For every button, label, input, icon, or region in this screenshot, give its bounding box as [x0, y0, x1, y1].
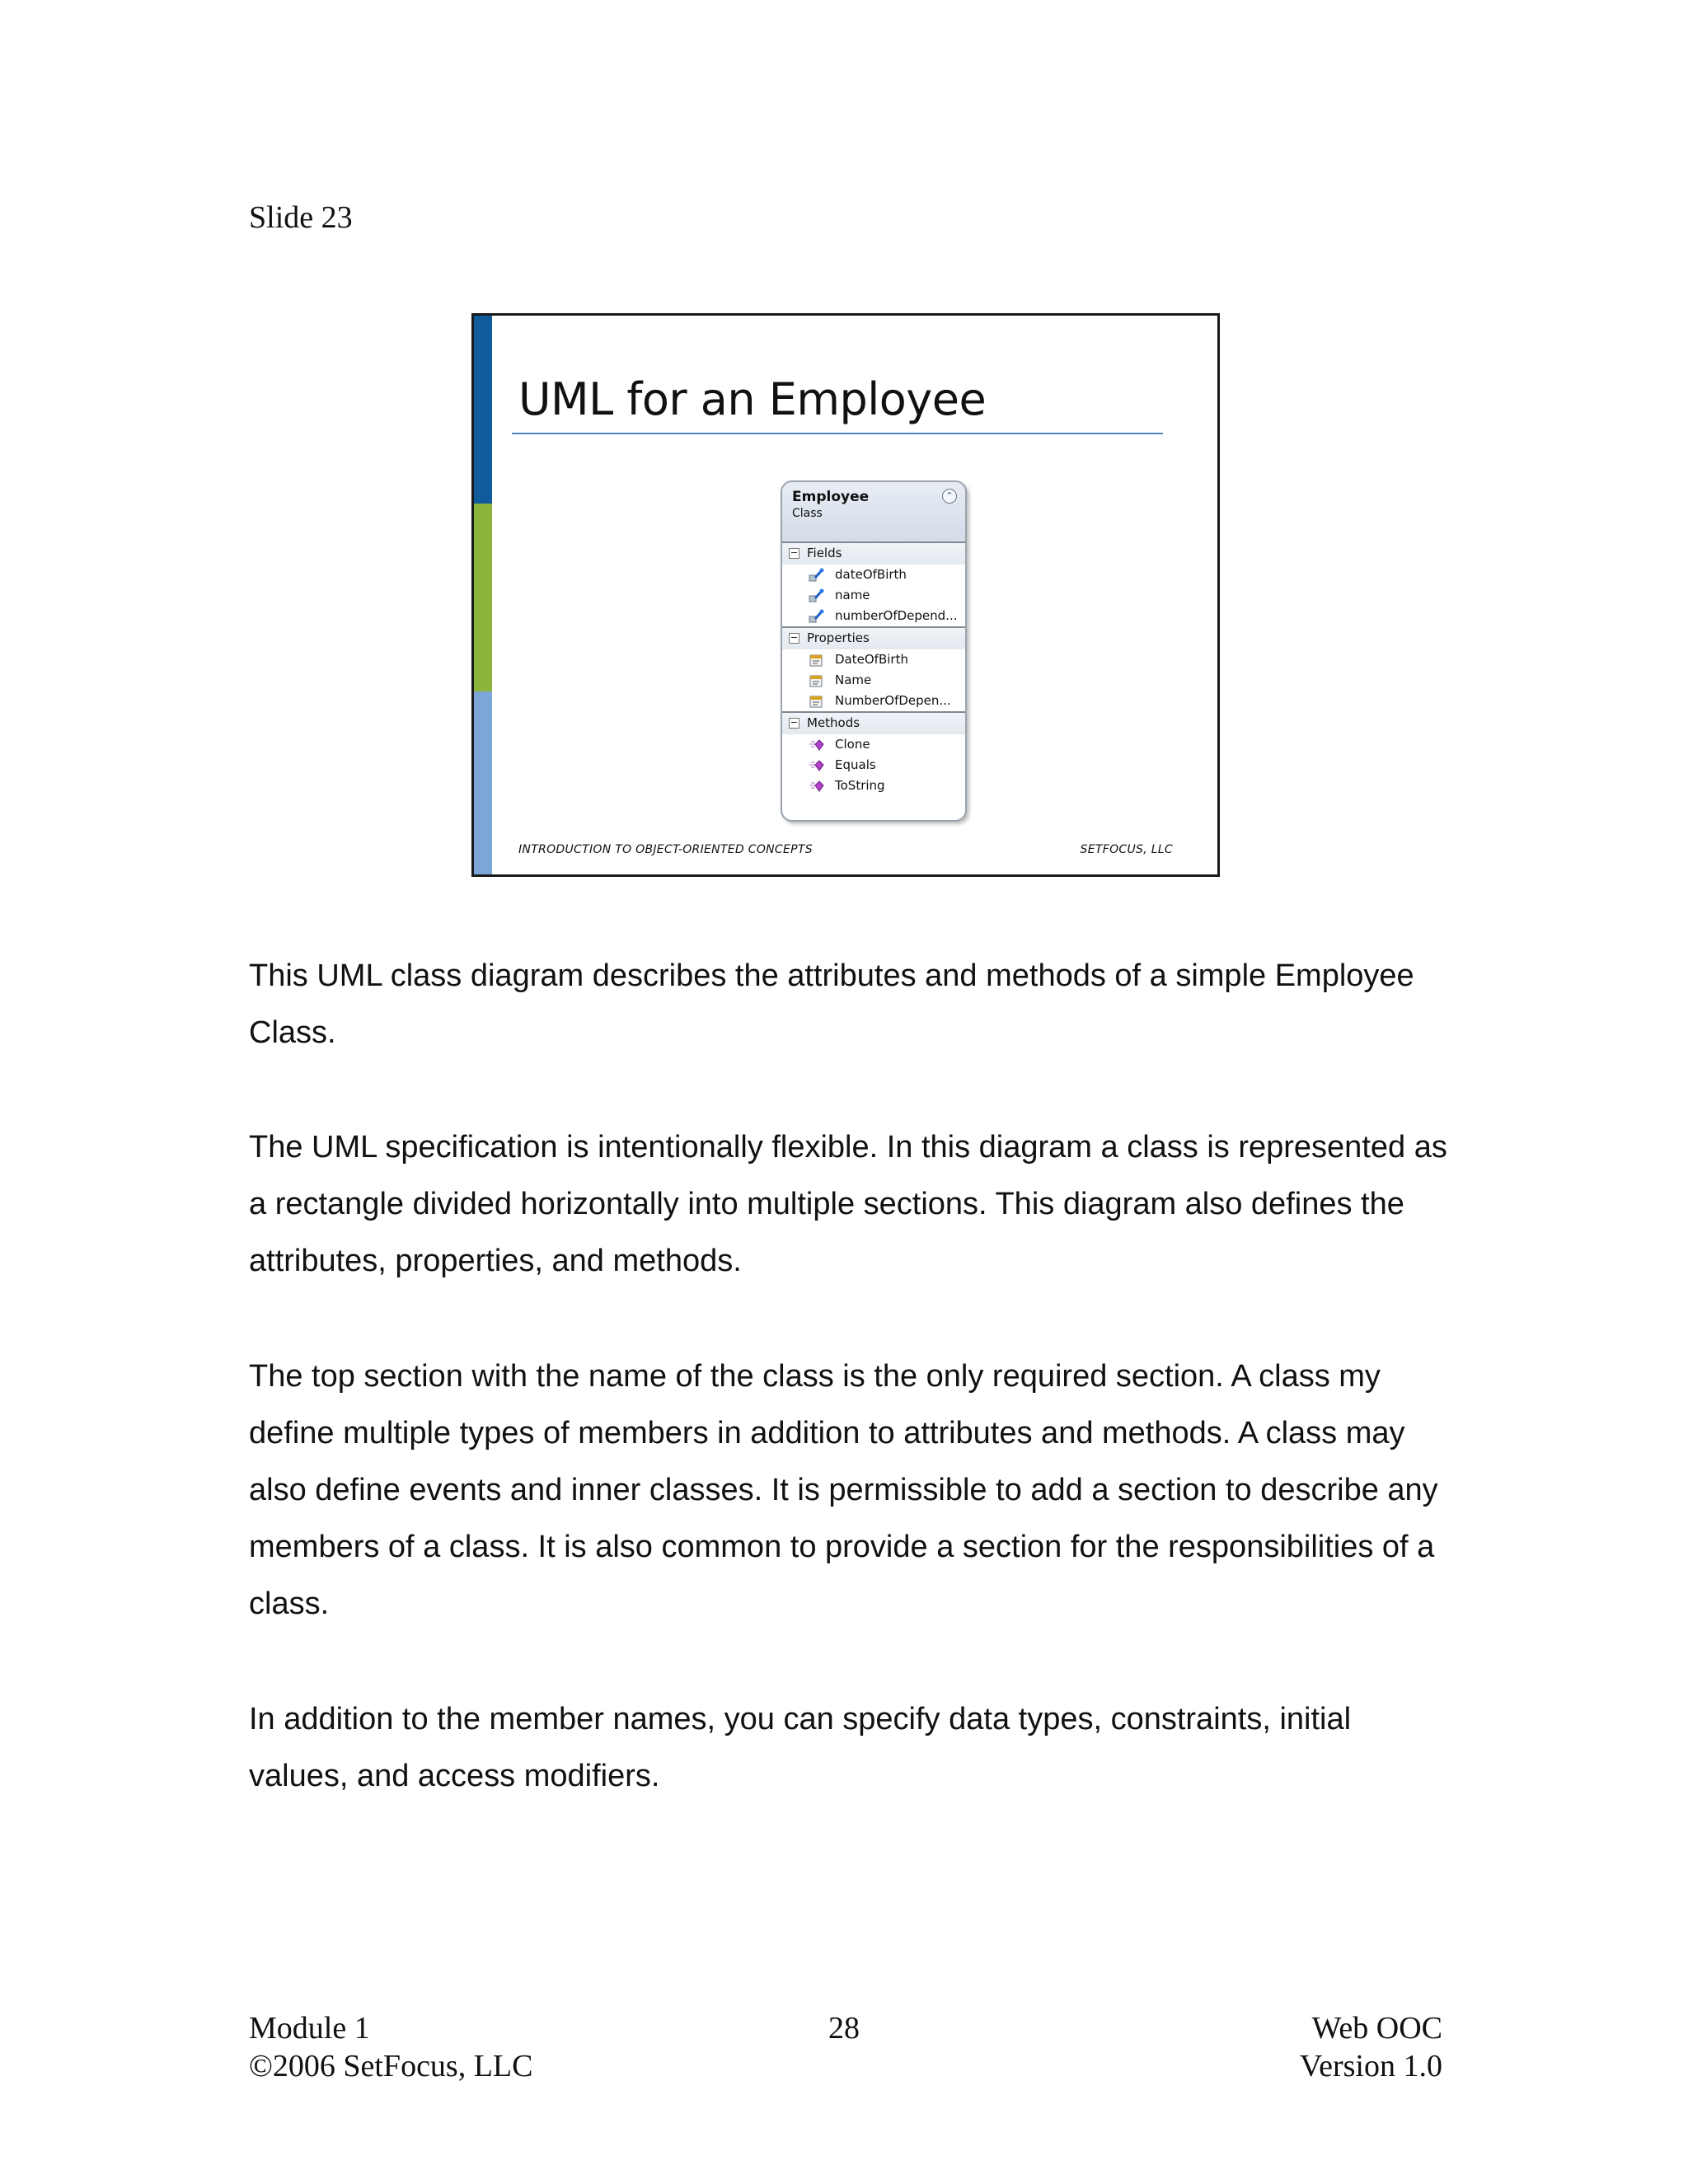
- uml-member-row: [782, 691, 965, 711]
- collapse-minus-icon[interactable]: −: [790, 717, 799, 728]
- slide-footer-right: SETFOCUS, LLC: [1080, 843, 1173, 856]
- uml-class-stereotype: Class: [792, 507, 823, 520]
- field-icon: [809, 568, 825, 583]
- slide-accent-bar-light-blue: [474, 691, 492, 877]
- uml-member-name: Name: [835, 673, 872, 687]
- method-icon: [809, 758, 825, 773]
- collapse-minus-icon[interactable]: −: [790, 632, 799, 643]
- property-icon: [809, 673, 825, 688]
- footer-version: Version 1.0: [1299, 2049, 1442, 2083]
- slide-thumbnail: [471, 313, 1220, 877]
- uml-section-fields[interactable]: [782, 543, 965, 565]
- uml-section-label: Properties: [807, 630, 870, 645]
- collapse-minus-icon[interactable]: −: [790, 547, 799, 558]
- footer-module: Module 1: [249, 2011, 370, 2046]
- collapse-chevron-icon[interactable]: ⌃: [942, 489, 957, 504]
- uml-member-name: Equals: [835, 757, 876, 772]
- uml-member-row: [782, 565, 965, 585]
- uml-section-methods[interactable]: [782, 713, 965, 734]
- uml-member-row: [782, 755, 965, 776]
- slide-accent-bar-green: [474, 504, 492, 691]
- uml-member-name: Clone: [835, 737, 870, 752]
- footer-page-number: 28: [828, 2011, 860, 2046]
- uml-member-name: name: [835, 588, 870, 602]
- slide-footer-left: INTRODUCTION TO OBJECT-ORIENTED CONCEPTS: [518, 843, 813, 856]
- method-icon: [809, 779, 825, 794]
- paragraph-3: The top section with the name of the class is the only required section. A class my define multiple types of members in addition to attributes and methods. A class may also define events and inner classes. It is permissible to add a section to describe any members of a class. It is also common to provide a section for the responsibilities of a class.: [249, 1359, 1438, 1621]
- slide-title: UML for an Employee: [518, 373, 987, 425]
- slide-number-label: Slide 23: [249, 200, 353, 235]
- footer-copyright: ©2006 SetFocus, LLC: [249, 2049, 533, 2083]
- paragraph-1: This UML class diagram describes the attributes and methods of a simple Employee Class.: [249, 958, 1414, 1050]
- uml-member-row: [782, 649, 965, 670]
- uml-class-name: Employee: [792, 489, 870, 505]
- slide-title-rule: [512, 433, 1163, 434]
- uml-section-label: Methods: [807, 715, 860, 730]
- uml-member-name: numberOfDepend...: [835, 608, 958, 623]
- uml-member-row: [782, 734, 965, 755]
- method-icon: [809, 738, 825, 752]
- uml-member-row: [782, 585, 965, 606]
- uml-section-properties[interactable]: [782, 628, 965, 649]
- field-icon: [809, 609, 825, 624]
- field-icon: [809, 588, 825, 603]
- paragraph-4: In addition to the member names, you can specify data types, constraints, initial values, and access modifiers.: [249, 1702, 1352, 1793]
- uml-member-name: DateOfBirth: [835, 652, 908, 667]
- uml-class-header: [782, 482, 965, 543]
- footer-right: [1300, 2009, 1442, 2085]
- uml-section-label: Fields: [807, 546, 842, 560]
- uml-member-row: [782, 606, 965, 626]
- paragraph-2: The UML specification is intentionally flexible. In this diagram a class is represented as a rectangle divided horizontally into multiple sections. This diagram also defines the attributes, properties, and methods.: [249, 1130, 1447, 1278]
- uml-member-name: ToString: [835, 778, 885, 793]
- uml-member-name: NumberOfDepen...: [835, 693, 951, 708]
- uml-class-box: [781, 480, 967, 822]
- slide-accent-bar-blue: [474, 316, 492, 504]
- uml-member-row: [782, 776, 965, 796]
- uml-member-name: dateOfBirth: [835, 567, 907, 582]
- uml-member-row: [782, 670, 965, 691]
- footer-course: Web OOC: [1311, 2011, 1442, 2046]
- property-icon: [809, 694, 825, 709]
- property-icon: [809, 653, 825, 668]
